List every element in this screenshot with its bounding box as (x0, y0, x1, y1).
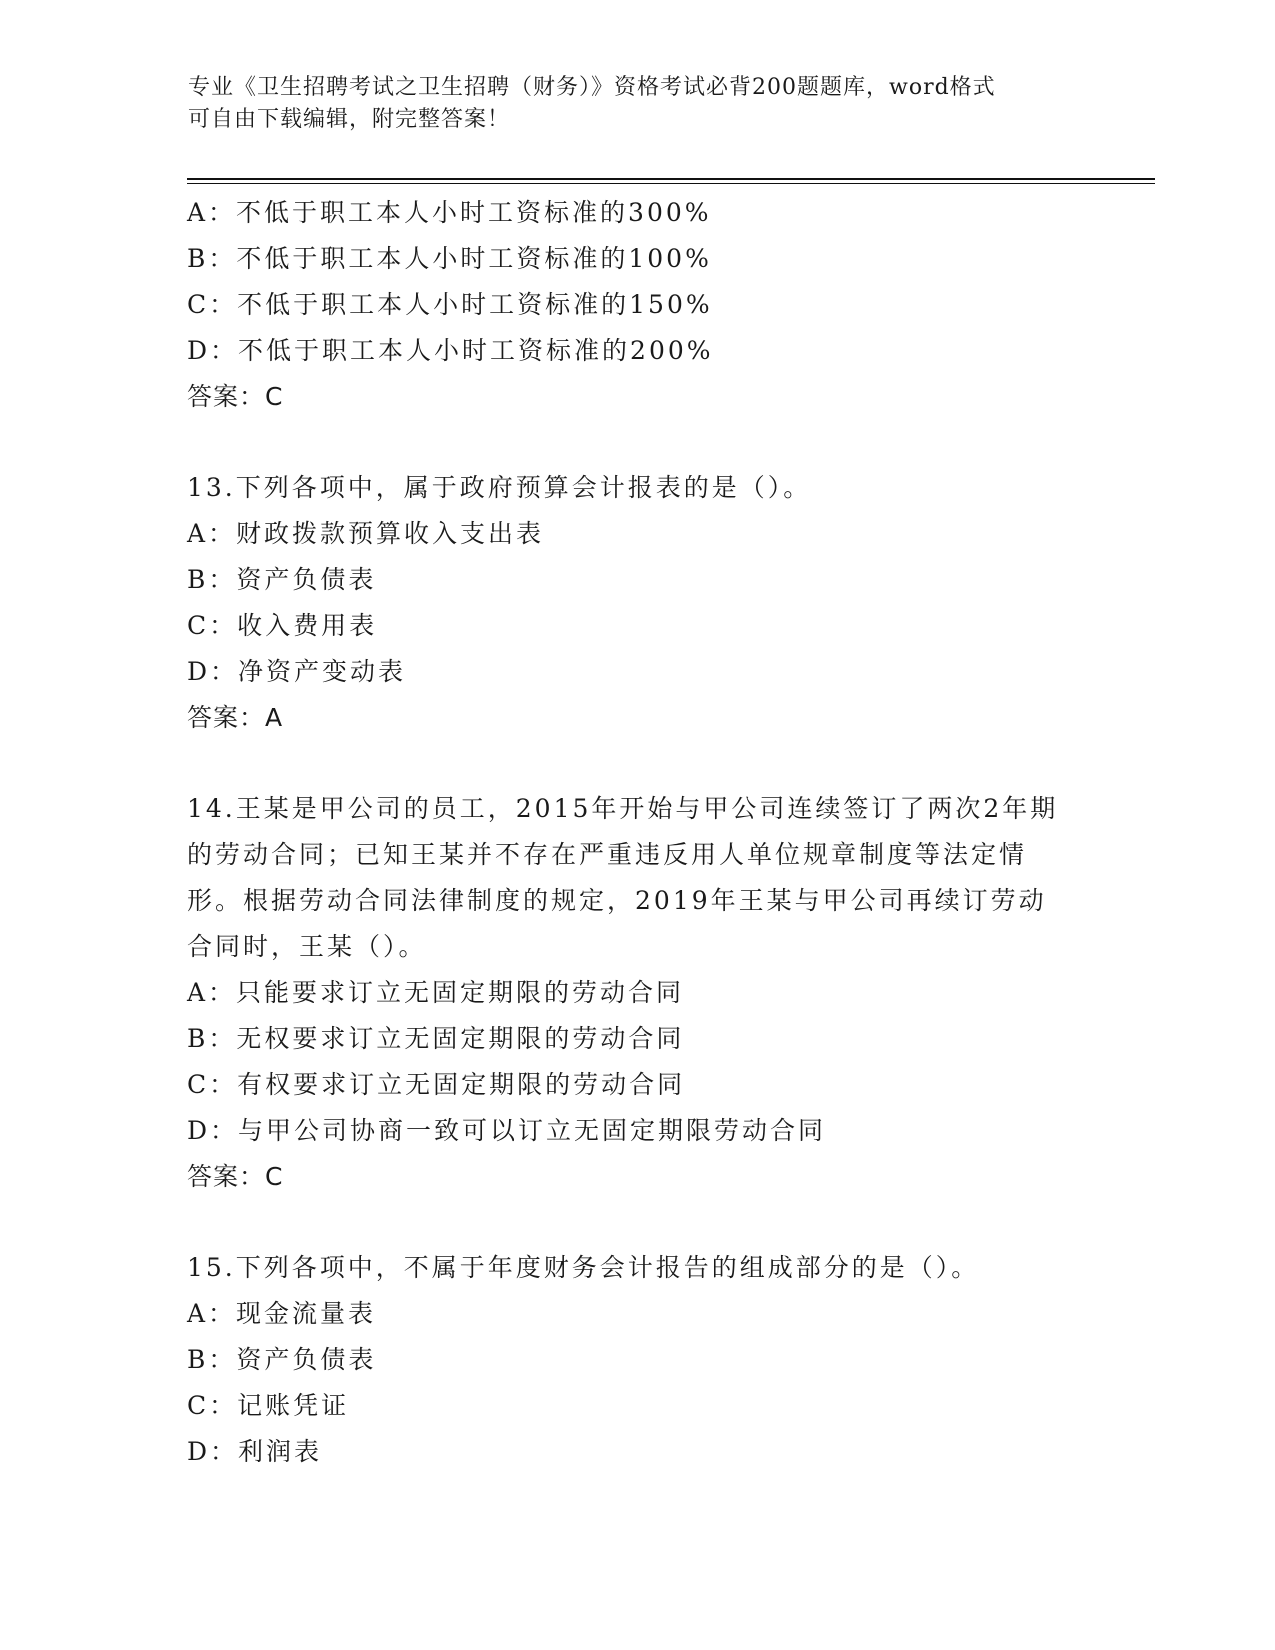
answer-line: 答案：A (187, 703, 284, 732)
option-b: B：无权要求订立无固定期限的劳动合同 (187, 1024, 685, 1053)
header-line-2: 可自由下载编辑，附完整答案！ (188, 107, 511, 132)
question-stem-line-3: 形。根据劳动合同法律制度的规定，2019年王某与甲公司再续订劳动 (187, 886, 1047, 915)
question-stem: 15.下列各项中，不属于年度财务会计报告的组成部分的是（）。 (187, 1253, 980, 1282)
option-c: C：不低于职工本人小时工资标准的150% (187, 290, 713, 319)
question-12-continued (187, 190, 1147, 420)
option-d: D：净资产变动表 (187, 657, 407, 686)
document-header (188, 72, 1068, 136)
option-d: D：利润表 (187, 1437, 323, 1466)
option-a: A：只能要求订立无固定期限的劳动合同 (187, 978, 685, 1007)
option-a: A：财政拨款预算收入支出表 (187, 519, 545, 548)
option-b: B：不低于职工本人小时工资标准的100% (187, 244, 712, 273)
question-stem-line-4: 合同时，王某（）。 (187, 932, 427, 961)
header-line-1: 专业《卫生招聘考试之卫生招聘（财务）》资格考试必背200题题库，word格式 (188, 75, 996, 100)
option-c: C：收入费用表 (187, 611, 378, 640)
spacer (187, 420, 1147, 465)
question-stem-line-2: 的劳动合同；已知王某并不存在严重违反用人单位规章制度等法定情 (187, 840, 1028, 869)
spacer (187, 741, 1147, 786)
question-15 (187, 1245, 1147, 1475)
question-stem-line-1: 14.王某是甲公司的员工，2015年开始与甲公司连续签订了两次2年期 (187, 794, 1059, 823)
option-c: C：有权要求订立无固定期限的劳动合同 (187, 1070, 686, 1099)
header-divider-thin (187, 183, 1155, 184)
option-c: C：记账凭证 (187, 1391, 350, 1420)
question-13 (187, 465, 1147, 741)
option-a: A：不低于职工本人小时工资标准的300% (187, 198, 712, 227)
option-b: B：资产负债表 (187, 565, 377, 594)
question-14 (187, 786, 1147, 1200)
answer-line: 答案：C (187, 382, 284, 411)
answer-line: 答案：C (187, 1162, 284, 1191)
spacer (187, 1200, 1147, 1245)
question-stem: 13.下列各项中，属于政府预算会计报表的是（）。 (187, 473, 812, 502)
header-divider-thick (187, 178, 1155, 180)
option-b: B：资产负债表 (187, 1345, 377, 1374)
question-content (187, 190, 1147, 1475)
option-d: D：与甲公司协商一致可以订立无固定期限劳动合同 (187, 1116, 827, 1145)
option-a: A：现金流量表 (187, 1299, 377, 1328)
option-d: D：不低于职工本人小时工资标准的200% (187, 336, 714, 365)
